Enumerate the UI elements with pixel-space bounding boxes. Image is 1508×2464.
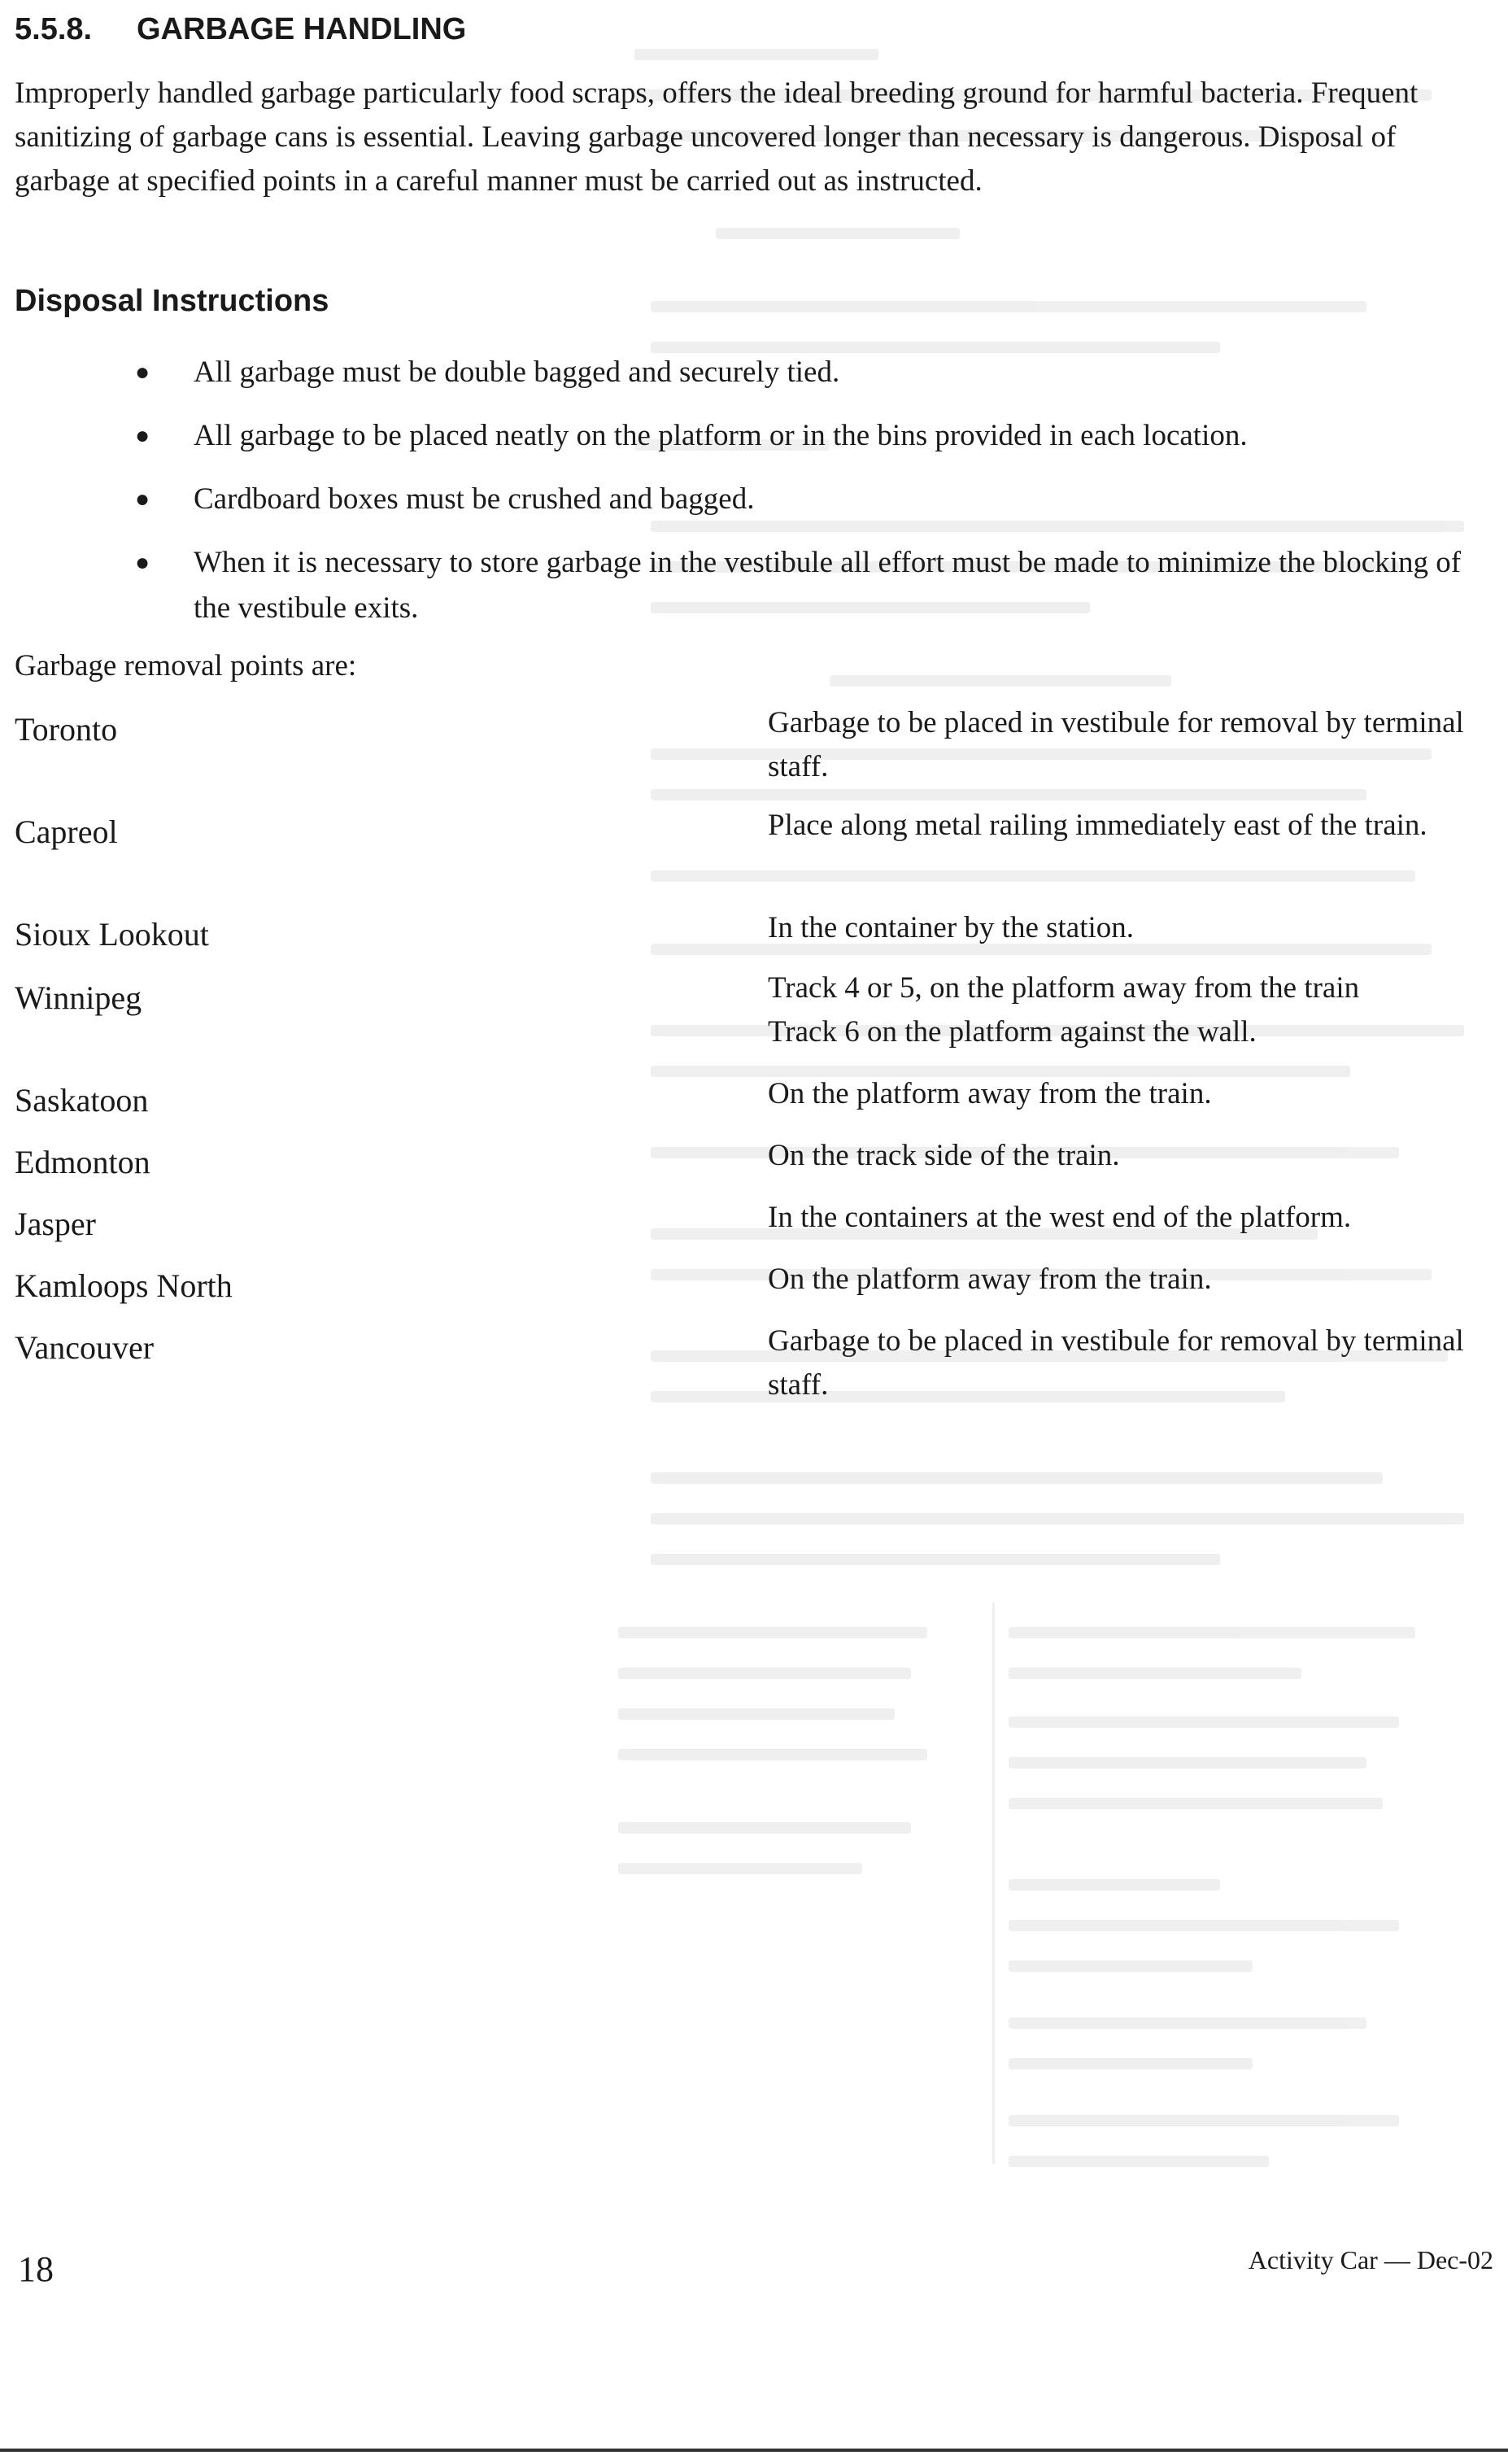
location-instruction: In the container by the station. [768, 911, 1135, 944]
location-name: Capreol [15, 813, 118, 850]
location-instruction: Place along metal railing immediately east of the train. [768, 809, 1427, 842]
location-name: Jasper [15, 1206, 96, 1242]
location-instruction: On the track side of the train. [768, 1139, 1120, 1172]
section-title: GARBAGE HANDLING [137, 12, 467, 46]
list-item [0, 477, 1479, 522]
location-instruction: Garbage to be placed in vestibule for removal by terminal staff. [768, 1324, 1464, 1402]
bullet-icon: ● [135, 486, 150, 512]
location-instruction: On the platform away from the train. [768, 1263, 1212, 1296]
bullet-icon: ● [135, 359, 150, 386]
location-instruction: In the containers at the west end of the platform. [768, 1201, 1352, 1234]
location-instruction: On the platform away from the train. [768, 1077, 1212, 1110]
location-name: Kamloops North [15, 1267, 233, 1304]
location-instruction-line-2: Track 6 on the platform against the wall. [768, 1015, 1257, 1049]
section-heading [15, 11, 466, 47]
location-instruction: Track 4 or 5, on the platform away from the train [768, 971, 1360, 1005]
bottom-rule [0, 2449, 1508, 2452]
location-name: Toronto [15, 711, 118, 748]
location-name: Edmonton [15, 1144, 150, 1180]
list-item [0, 413, 1479, 459]
location-name: Saskatoon [15, 1082, 149, 1119]
list-item [0, 350, 1479, 395]
location-instruction: Garbage to be placed in vestibule for removal by terminal staff. [768, 706, 1464, 783]
list-item-text: All garbage must be double bagged and securely tied. [194, 355, 840, 389]
disposal-instructions-heading: Disposal Instructions [15, 284, 329, 318]
disposal-instructions-list [0, 350, 1508, 631]
intro-paragraph: Improperly handled garbage particularly food scraps, offers the ideal breeding ground for harmful bacteria. Frequent sanitizing of garbage cans is essential. Leaving garbage uncovered longer than necessary is dangerous. Disposal of garbage at specified points in a careful manner must be carried out as instructed. [15, 76, 1419, 198]
bullet-icon: ● [135, 422, 150, 449]
section-number: 5.5.8. [15, 12, 93, 46]
location-name: Vancouver [15, 1329, 155, 1366]
page-number: 18 [18, 2249, 54, 2289]
location-name: Sioux Lookout [15, 916, 209, 953]
list-item-text: When it is necessary to store garbage in the vestibule all effort must be made to minimize the blocking of the vestibule exits. [194, 546, 1462, 625]
list-item-text: Cardboard boxes must be crushed and bagged. [194, 482, 755, 516]
list-item [0, 540, 1479, 631]
location-name: Winnipeg [15, 979, 142, 1016]
removal-points-intro: Garbage removal points are: [15, 649, 357, 683]
list-item-text: All garbage to be placed neatly on the platform or in the bins provided in each location. [194, 419, 1248, 452]
bullet-icon: ● [135, 549, 150, 576]
footer-document-title: Activity Car — Dec-02 [1248, 2245, 1493, 2274]
